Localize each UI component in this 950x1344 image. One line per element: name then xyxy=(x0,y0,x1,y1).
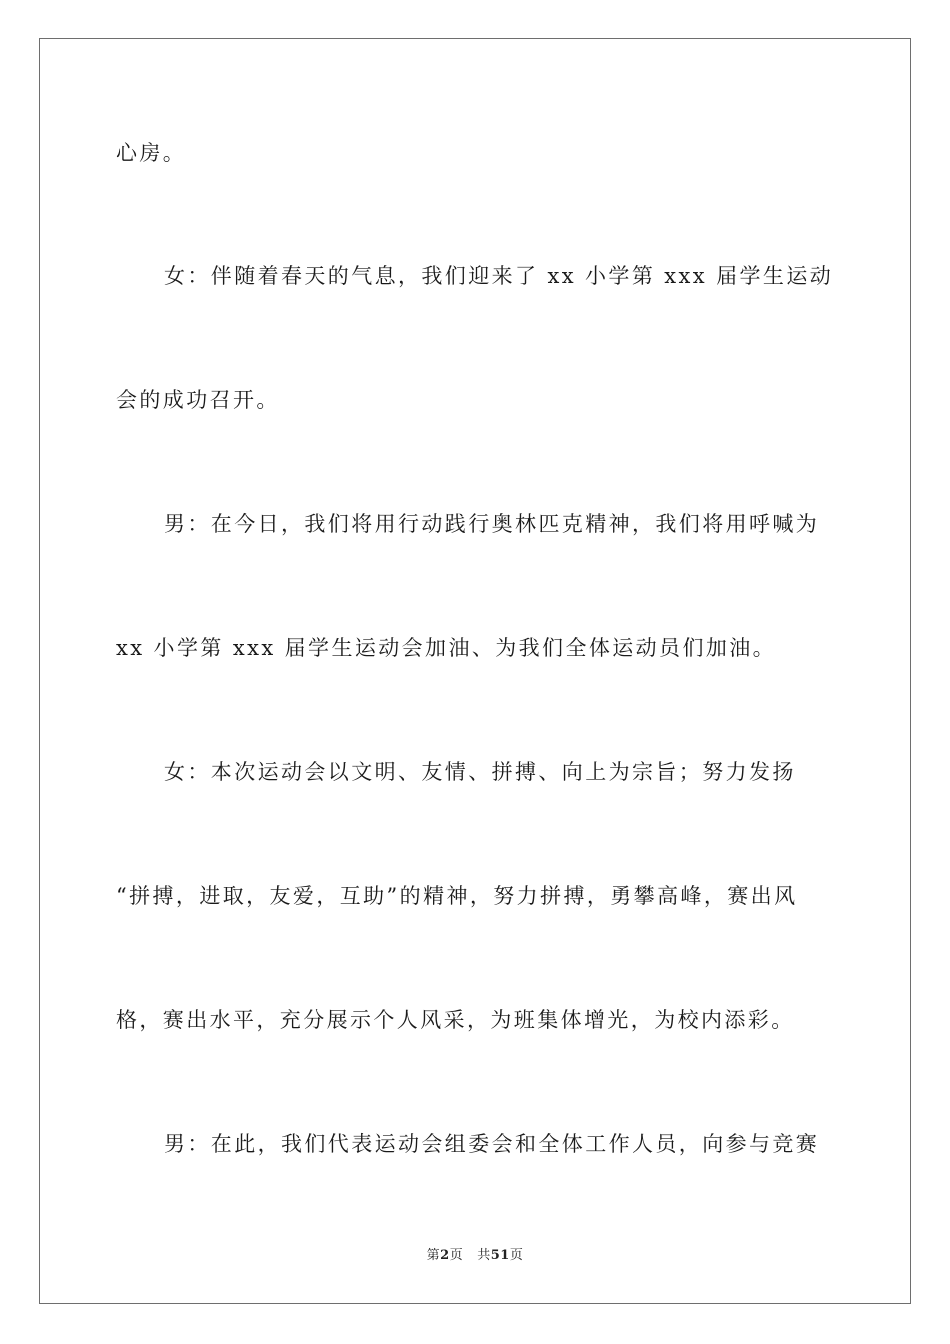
total-prefix: 共 xyxy=(477,1248,491,1263)
text-line-3: 会的成功召开。 xyxy=(116,388,280,412)
text-line-2: 女：伴随着春天的气息，我们迎来了 xx 小学第 xxx 届学生运动 xyxy=(164,264,834,288)
page-prefix: 第 xyxy=(426,1248,441,1263)
text-line-1: 心房。 xyxy=(116,141,187,165)
page-number: 2 xyxy=(440,1248,450,1263)
text-line-9: 男：在此，我们代表运动会组委会和全体工作人员，向参与竞赛 xyxy=(164,1132,820,1156)
text-line-6: 女：本次运动会以文明、友情、拼搏、向上为宗旨；努力发扬 xyxy=(164,760,796,784)
page-footer xyxy=(0,1247,950,1265)
total-suffix: 页 xyxy=(509,1248,524,1263)
text-line-4: 男：在今日，我们将用行动践行奥林匹克精神，我们将用呼喊为 xyxy=(164,512,820,536)
text-line-5: xx 小学第 xxx 届学生运动会加油、为我们全体运动员们加油。 xyxy=(116,636,777,660)
text-line-8: 格，赛出水平，充分展示个人风采，为班集体增光，为校内添彩。 xyxy=(116,1008,795,1032)
page-suffix: 页 xyxy=(449,1248,464,1263)
total-pages: 51 xyxy=(490,1248,510,1263)
page-border xyxy=(39,38,911,1304)
text-line-7: “拼搏，进取，友爱，互助”的精神，努力拼搏，勇攀高峰，赛出风 xyxy=(116,884,798,908)
